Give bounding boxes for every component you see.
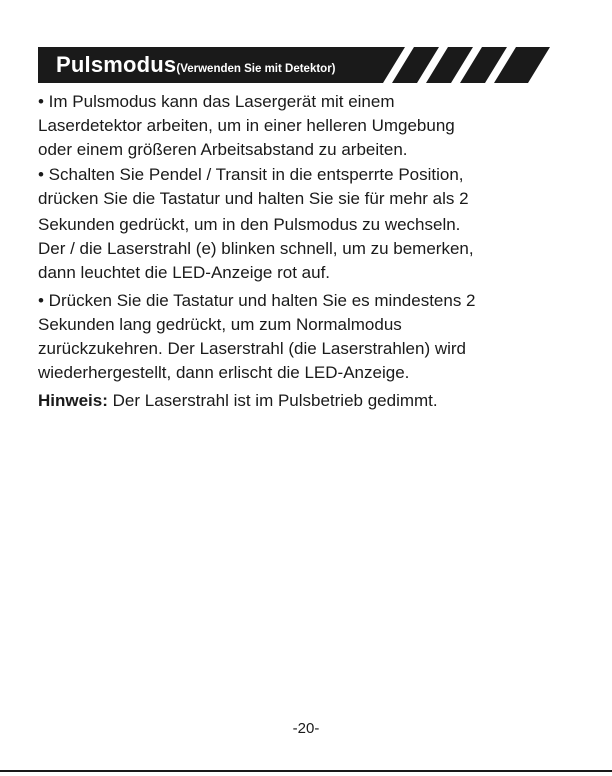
section-title-main: Pulsmodus	[56, 52, 177, 77]
text-line: • Im Pulsmodus kann das Lasergerät mit einem	[38, 92, 395, 111]
text-line: • Drücken Sie die Tastatur und halten Sie es mindestens 2	[38, 291, 476, 310]
section-header-banner	[38, 47, 550, 83]
text-line: Laserdetektor arbeiten, um in einer helleren Umgebung	[38, 116, 455, 135]
text-line: Sekunden lang gedrückt, um zum Normalmodus	[38, 315, 402, 334]
note-paragraph	[38, 389, 568, 413]
paragraph-pulse-mode-intro	[38, 90, 568, 162]
text-line: zurückzukehren. Der Laserstrahl (die Laserstrahlen) wird	[38, 339, 467, 358]
text-line: Sekunden gedrückt, um in den Pulsmodus zu wechseln.	[38, 215, 461, 234]
section-title	[56, 51, 336, 83]
note-text: Der Laserstrahl ist im Pulsbetrieb gedimmt.	[107, 391, 438, 410]
text-line: • Schalten Sie Pendel / Transit in die entsperrte Position,	[38, 165, 464, 184]
text-line: dann leuchtet die LED-Anzeige rot auf.	[38, 263, 331, 282]
section-title-subtitle: (Verwenden Sie mit Detektor)	[176, 63, 336, 75]
page-number: -20-	[292, 720, 320, 737]
paragraph-return-normal-mode	[38, 289, 568, 385]
paragraph-switch-instructions	[38, 163, 568, 211]
text-line: Der / die Laserstrahl (e) blinken schnell, um zu bemerken,	[38, 239, 474, 258]
paragraph-switch-result	[38, 213, 568, 285]
note-label: Hinweis:	[38, 391, 108, 410]
bottom-divider	[0, 770, 612, 772]
text-line: wiederhergestellt, dann erlischt die LED-Anzeige.	[38, 363, 410, 382]
text-line: drücken Sie die Tastatur und halten Sie sie für mehr als 2	[38, 189, 469, 208]
text-line: oder einem größeren Arbeitsabstand zu arbeiten.	[38, 140, 408, 159]
